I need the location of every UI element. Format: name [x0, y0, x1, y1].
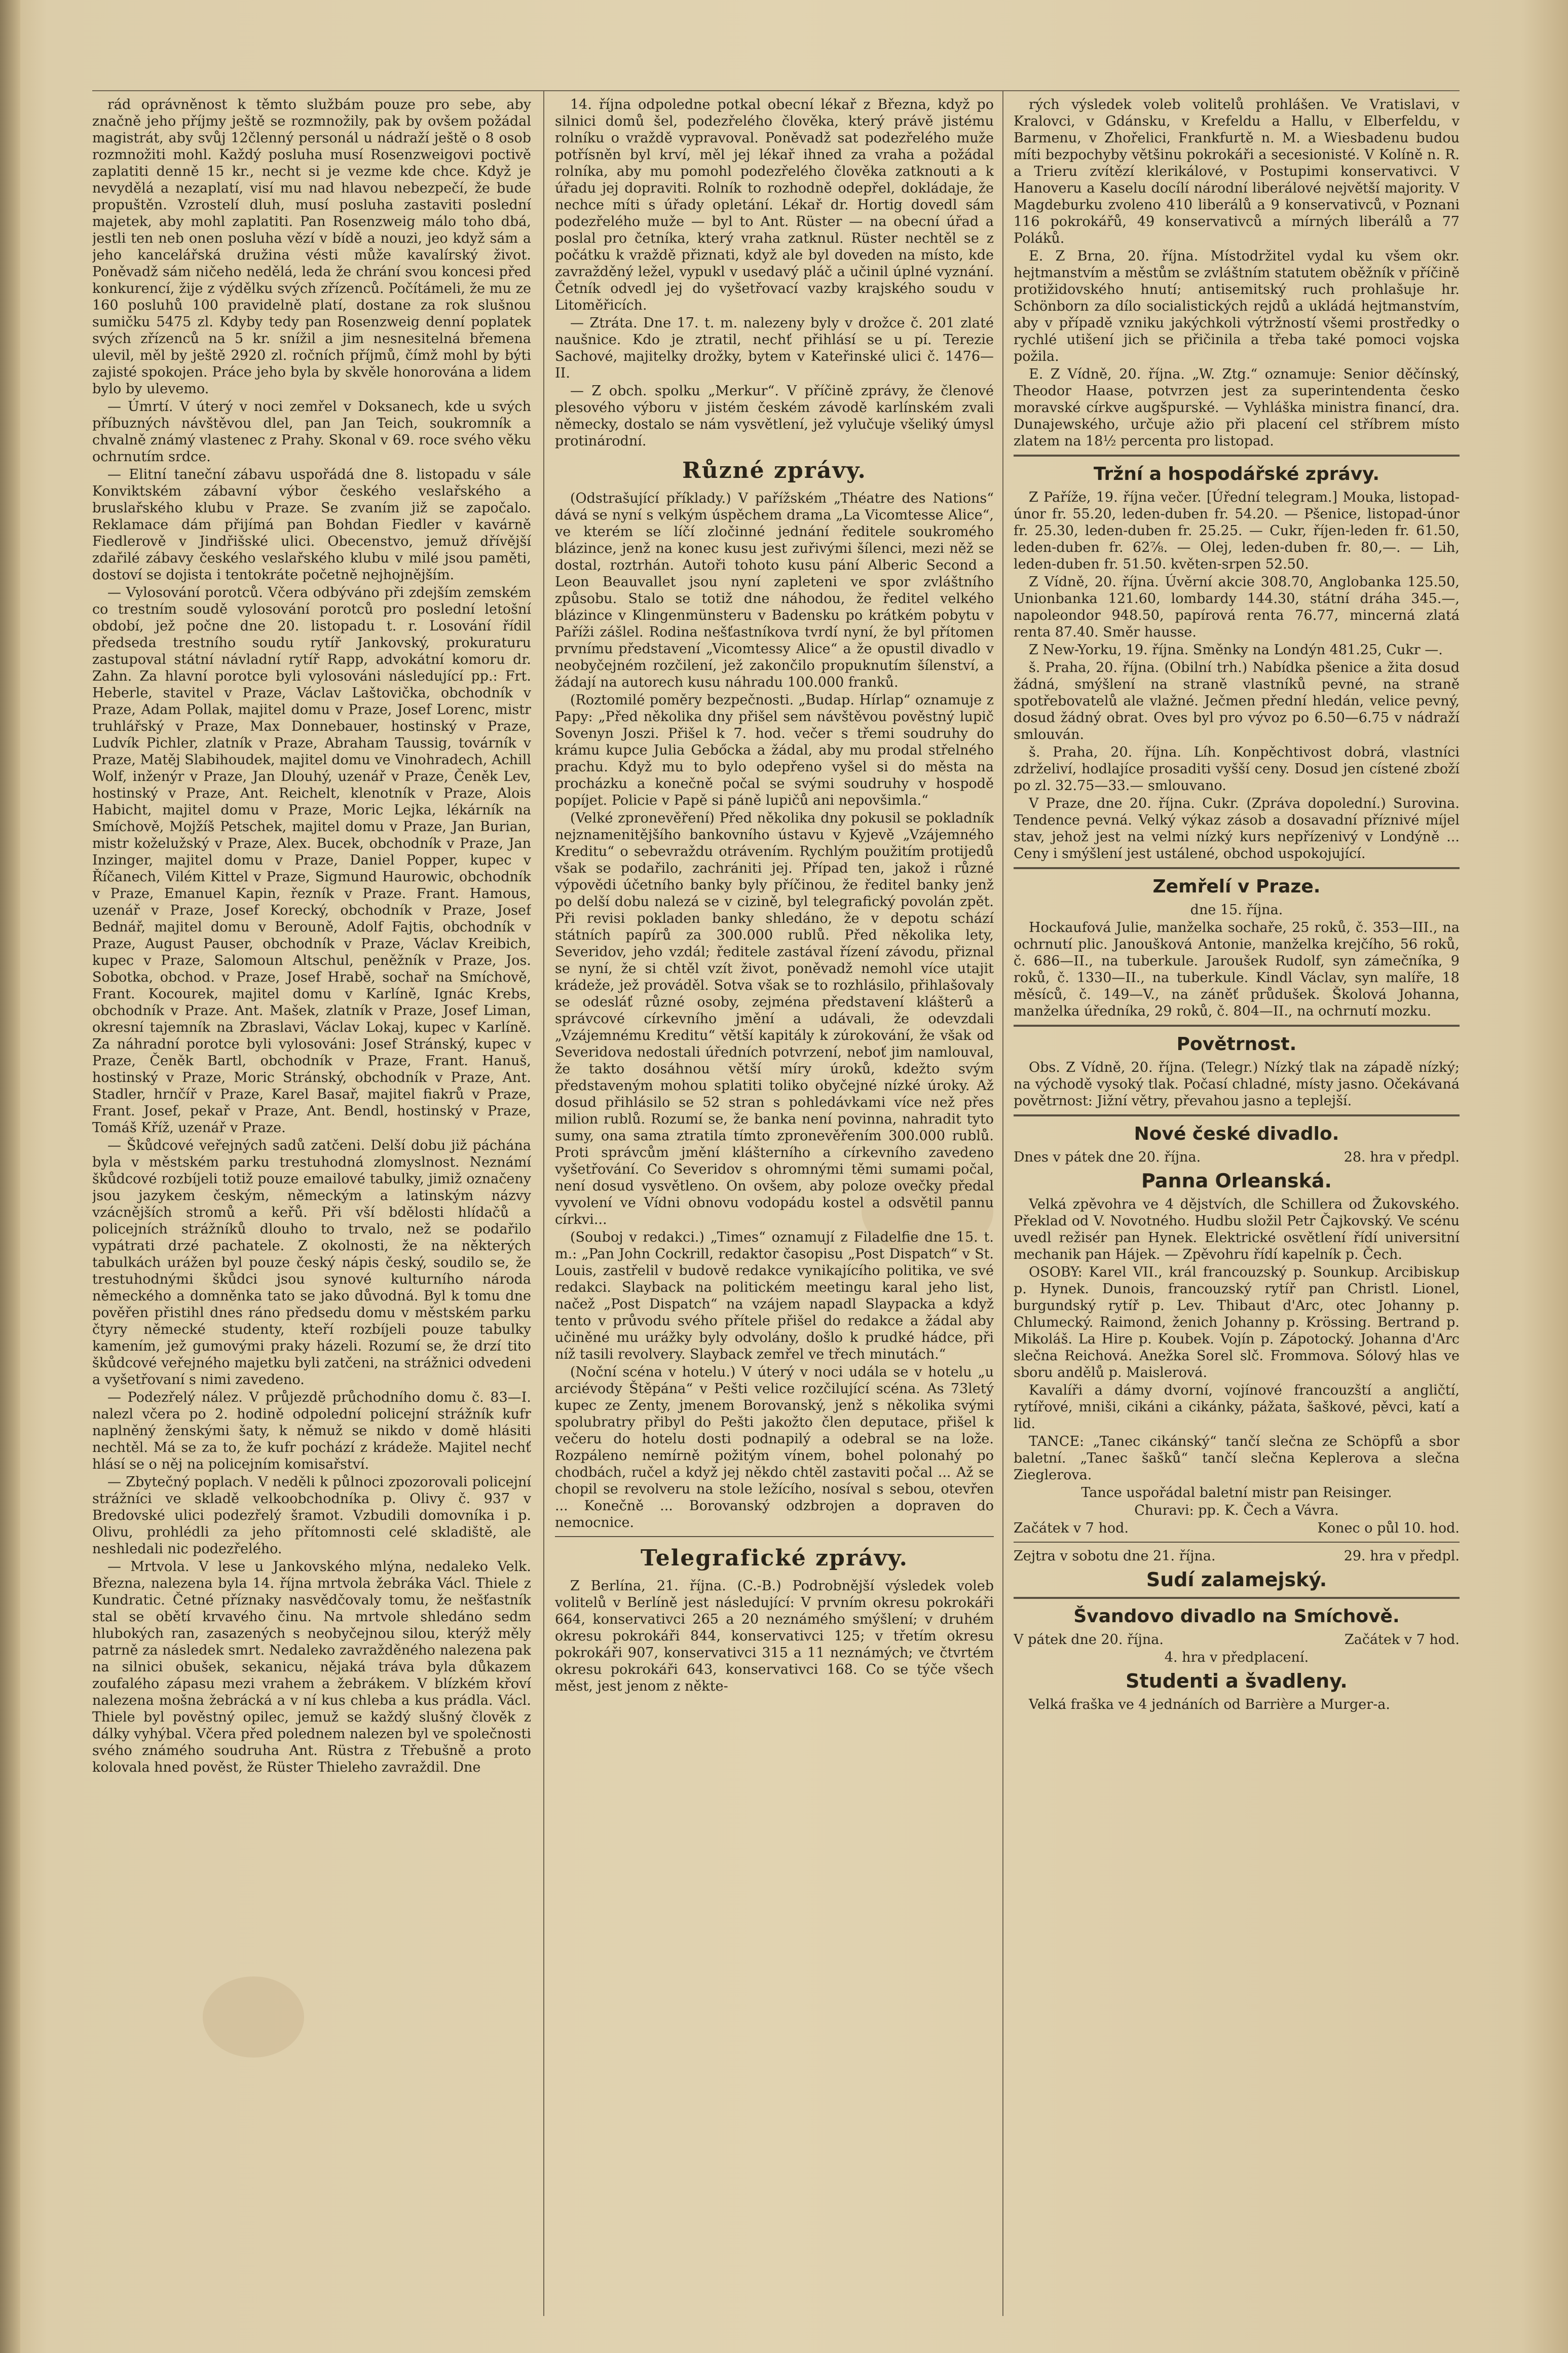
- weather-text: Obs. Z Vídně, 20. října. (Telegr.) Nízký tlak na západě nízký; na východě vysoký tlak. Počasí chladné, místy jasno. Očekávaná povětrnost: Jižní větry, převahou jasno a teplejší.: [1014, 1060, 1460, 1109]
- theatre2-date-row: [1014, 1631, 1460, 1648]
- section-head-ruzne-zpravy: Různé zprávy.: [682, 458, 867, 483]
- section-head-povetrnost: Povětrnost.: [1176, 1034, 1297, 1055]
- article-odstrasujici: (Odstrašující příklady.) V pařížském „Théatre des Nations“ dává se nyní s velkým úspěchem drama „La Vicomtesse Alice“, ve kterém se líčí zločinné jednání ředitele soukromého blázince, jenž na konec kusu jest zuřivými šílenci, mezi něž se dostal, roztrhán. Autoři tohoto kusu pání Alberic Second a Leon Beauvallet jsou nyní zapleteni ve spor zvláštního způsobu. Stalo se totiž dne náhodou, že ředitel velkého blázince v Klingenmünsteru v Badensku po krátkém pobytu v Paříži zášlel. Rodina nešťastníkova tvrdí nyní, že byl přítomen prvnímu představení „Vicomtessy Alice“ a že opustil divadlo v neobyčejném rozčilení, jež zakončilo propuknutím šílenství, a žádají na autorech kusu náhradu 100.000 franků.: [555, 491, 994, 690]
- play-start: Začátek v 7 hod.: [1014, 1520, 1129, 1536]
- deaths-list: Hockaufová Julie, manželka sochaře, 25 roků, č. 353—III., na ochrnutí plic. Janoušková Antonie, manželka krejčího, 56 roků, č. 686—II., na tuberkule. Jaroušek Rudolf, syn zámečníka, 9 roků, č. 1330—II., na tuberkule. Kindl Václav, syn malíře, 18 měsíců, č. 149—V., na záněť průdušek. Školová Johanna, manželka úředníka, 29 roků, č. 804—II., na ochrnutí mozku.: [1014, 920, 1460, 1019]
- divider: [1014, 1597, 1460, 1599]
- article-brno: E. Z Brna, 20. října. Místodržitel vydal ku všem okr. hejtmanstvím a městům se zvláštním statutem oběžník v příčině protižidovského hnutí; antisemitský ruch prohlašuje hr. Schönborn za dílo socialistických rejdů a ukládá hejtmanstvím, aby v případě vzniku jakýchkoli výtržností všemi prostředky o rychlé utišení jich se přičinila a třeba také pomoci vojska požila.: [1014, 248, 1460, 364]
- theatre2-play-title: Studenti a švadleny.: [1126, 1670, 1348, 1692]
- play-title: Panna Orleanská.: [1141, 1170, 1332, 1192]
- article-umrti: — Úmrtí. V úterý v noci zemřel v Doksanech, kde u svých příbuzných návštěvou dlel, pan Jan Teich, soukromník a chvalně známý vlastenec z Prahy. Skonal v 69. roce svého věku ochrnutím srdce.: [92, 399, 531, 465]
- divider: [1014, 1542, 1460, 1543]
- column-1: [92, 96, 531, 2316]
- theatre-date-row: [1014, 1149, 1460, 1166]
- article-berlin: Z Berlína, 21. října. (C.-B.) Podrobnější výsledek voleb volitelů v Berlíně jest následující: V prvním okresu pokrokáři 664, konservativci 265 a 20 neznámého smýšlení; v druhém okresu pokrokáři 844, konservativci 125; v třetím okresu pokrokáři 907, konservativci 315 a 11 neznámých; ve čtvrtém okresu pokrokáři 643, konservativci 168. Co se týče všech měst, jest jenom z někte-: [555, 1578, 994, 1694]
- section-head-trzni: Tržní a hospodářské zprávy.: [1093, 464, 1380, 484]
- article-continued: 14. října odpoledne potkal obecní lékař z Března, když po silnici domů šel, podezřelého člověka, který právě jistému rolníku o vraždě vypravoval. Poněvadž sat podezřelého muže potřísněn byl krví, měl jej lékař ihned za vraha a požádal rolníka, aby mu pomohl podezřelého člověka zatknouti a k úřadu jej dopraviti. Rolník to rozhodně odepřel, dokládaje, že nechce míti s úřady opletání. Lékař dr. Hortig dovedl sám podezřelého muže — byl to Ant. Rüster — na obecní úřad a poslal pro četníka, který vraha zatknul. Rüster nechtěl se z počátku k vraždě přiznati, když ale byl doveden na místo, kde zavražděný ležel, vypukl v usedavý pláč a učinil úplné vyznání. Četník odvedl jej do vyšetřovací vazby krajského soudu v Litoměřicích.: [555, 97, 994, 313]
- theatre-subscription: 28. hra v předpl.: [1343, 1149, 1460, 1165]
- divider: [1014, 1025, 1460, 1027]
- market-cukr: V Praze, dne 20. října. Cukr. (Zpráva dopolední.) Surovina. Tendence pevná. Velký výkaz zásob a dosavadní příznivé míjel stav, jehož jest na velmi nízký kurs nepřízenivý v Londýně ... Ceny i smýšlení jest ustálené, obchod uspokojující.: [1014, 796, 1460, 862]
- article-bezpecnost: (Roztomilé poměry bezpečnosti. „Budap. Hírlap“ oznamuje z Papy: „Před několika dny přišel sem návštěvou pověstný lupič Sovenyn Joszi. Přišel k 7. hod. večer s třemi soudruhy do krámu kupce Julia Gebőcka a žádal, aby mu prodal střelného prachu. Když mu to bylo odepřeno vyšel si do města na procházku a konečně počal se svými soudruhy v hospodě popíjet. Policie v Papě si páně lupičů ani nepovšimla.“: [555, 692, 994, 808]
- play-cast: OSOBY: Karel VII., král francouzský p. Sounkup. Arcibiskup p. Hynek. Dunois, francouzský rytíř pan Christl. Lionel, burgundský rytíř p. Lev. Thibaut d'Arc, otec Johanny p. Chlumecký. Raimond, ženich Johanny p. Krössing. Bertrand p. Mikoláš. La Hire p. Koubek. Vojín p. Zápotocký. Johanna d'Arc slečna Reichová. Anežka Sorel slč. Frommova. Sólový hlas ve sboru andělů p. Maislerová.: [1014, 1264, 1460, 1380]
- section-head-zemreli: Zemřelí v Praze.: [1152, 876, 1321, 897]
- deaths-date: dne 15. října.: [1190, 902, 1283, 918]
- theatre-date: Dnes v pátek dne 20. října.: [1014, 1149, 1201, 1165]
- article-souboj: (Souboj v redakci.) „Times“ oznamují z Filadelfie dne 15. t. m.: „Pan John Cockrill, redaktor časopisu „Post Dispatch“ v St. Louis, zastřelil v budově redakce vynikajícího politika, ve své redakci. Slayback na politickém meetingu karal jeho list, načež „Post Dispatch“ na vzájem napadl Slaypacka a když tento v průvodu svého přítele přišel do redakce a žádal aby učiněné mu urážky byly odvolány, došlo k prudké hádce, při níž tasili revolvery. Slayback zemřel ve třech minutách.“: [555, 1229, 994, 1362]
- top-rule: [92, 90, 1460, 91]
- article-zbytecny-poplach: — Zbytečný poplach. V neděli k půlnoci zpozorovali policejní strážníci ve skladě velkoobchodníka p. Olivy č. 937 v Bredovské ulici podezřelý šramot. Vzbudili domovníka i p. Olivu, prohlédli za jeho přítomnosti celé skladiště, ale neshledali nic podezřelého.: [92, 1474, 531, 1557]
- theatre2-description: Velká fraška ve 4 jednáních od Barrière a Murger-a.: [1029, 1697, 1390, 1712]
- article-mrtvola: — Mrtvola. V lese u Jankovského mlýna, nedaleko Velk. Března, nalezena byla 14. října mrtvola žebráka Václ. Thiele z Kundratic. Četné příznaky nasvědčovaly tomu, že nešťastník stal se obětí krvavého činu. Na mrtvole shledáno sedm hlubokých ran, zasazených s neobyčejnou silou, kterýž měly patrně za následek smrt. Nedaleko zavražděného nalezena pak na silnici obušek, sekanicu, nějaká tráva byla důkazem zoufalého zápasu mezi vrahem a žebrákem. V blízkém křoví nalezena mošna žebrácká a v ní kus chleba a kus prádla. Václ. Thiele byl pověstný opilec, jemuž se každý slušný člověk z dálky vyhýbal. Včera před polednem nalezen byl ve společnosti svého známého soudruha Ant. Rüstra z Třebušně a proto kolovala hned pověst, že Rüster Thieleho zavraždil. Dne: [92, 1559, 531, 1775]
- section-head-nove-ceske-divadlo: Nové české divadlo.: [1134, 1124, 1339, 1144]
- article-volby-continued: rých výsledek voleb volitelů prohlášen. Ve Vratislavi, v Kralovci, v Gdánsku, v Krefeldu a Hallu, v Elberfeldu, v Barmenu, v Zhořelici, Frankfurtě n. M. a Wiesbadenu budou míti bezpochyby většinu pokrokáři a secesionisté. V Kolíně n. R. a Trieru zvítězí klerikálové, v Postupimi konservativci. V Hanoveru a Kaselu docílí národní liberálové největší majority. V Magdeburku zvoleno 410 liberálů a 9 konservativců, v Poznani 116 pokrokářů, 49 konservativců a mírných liberálů a 77 Poláků.: [1014, 97, 1460, 246]
- divider: [1014, 867, 1460, 869]
- divider: [1014, 455, 1460, 457]
- play-dances: TANCE: „Tanec cikánský“ tančí slečna ze Schöpfů a sbor baletní. „Tanec šašků“ tančí slečna Keplerova a slečna Zieglerova.: [1014, 1434, 1460, 1483]
- column-2: [555, 96, 994, 2316]
- column-3: [1014, 96, 1460, 2316]
- market-lih: š. Praha, 20. října. Líh. Konpěchtivost dobrá, vlastníci zdrželiví, hodlajíce prosaditi vyšší ceny. Dosud jen cístené zboží po zl. 32.75—33.— smlouvano.: [1014, 744, 1460, 794]
- article-zpronevereni: (Velké zpronevěření) Před několika dny pokusil se pokladník nejznamenitějšího bankovního ústavu v Kyjevě „Vzájemného Kreditu“ o sebevraždu otrávením. Rychlým použitím protijedů však se podařilo, zachrániti jej. Případ ten, jakož i různé výpovědi účetního banky byly příčinou, že ředitel banky jenž po delší dobu nalezá se v cizině, byl telegrafický povolán zpět. Při revisi pokladen banky shledáno, že v depotu schází státních papírů za 300.000 rublů. Před několika lety, Severidov, jeho vzdál; ředitele zastával řízení závodu, přiznal se nyní, že si chtěl vzít život, poněvadž nemohl více utajit krádeže, jež prováděl. Sotva však se to rozhlásilo, přihlašovaly se odesláť různé osoby, zejména představení klášterů a správcové církevního jmění a udávali, že odevzdali „Vzájemnému Kreditu“ větší kapitály k zúrokování, že však od Severidova nedostali úředních potvrzení, neboť jim namlouval, že takto dosáhnou větší míry úroků, kdežto svým představeným mohou splatiti toliko obyčejné nízké úroky. Až dosud přihlásilo se 52 stran s pohledávkami více než přes milion rublů. Rozumí se, že banka není povinna, nahradit tyto sumy, ona sama ztratila tímto zpronevěřením 300.000 rublů. Proti správcům jmění klášterního a církevního zavedeno vyšetřování. Co Severidov s ohromnými těmi sumami počal, není dosud vysvětleno. On ovšem, aby poloze ovečky předal vyvolení ve Vídni obnovu vodopádu kostel a odsvětil pannu církvi...: [555, 810, 994, 1227]
- column-rule: [543, 91, 544, 2316]
- play-choir: Churavi: pp. K. Čech a Vávra.: [1134, 1503, 1339, 1518]
- play-description: Velká zpěvohra ve 4 dějstvích, dle Schillera od Žukovského. Překlad od V. Novotného. Hudbu složil Petr Čajkovský. Ve scénu uvedl režisér pan Hynek. Elektrické osvětlení řídí universitní mechanik pan Hájek. — Zpěvohru řídí kapelník p. Čech.: [1014, 1197, 1460, 1262]
- article-viden: E. Z Vídně, 20. října. „W. Ztg.“ oznamuje: Senior děčínský, Theodor Haase, potvrzen jest za superintendenta česko moravské církve augšpurské. — Vyhláška ministra financí, dra. Dunajewského, určuje ažio při placení cel stříbrem místo zlatem na 18½ percenta pro listopad.: [1014, 366, 1460, 449]
- article-podezrely-nalez: — Podezřelý nález. V průjezdě průchodního domu č. 83—I. nalezl včera po 2. hodině odpolední policejní strážník kufr naplněný ženskými šaty, k němuž se nikdo v domě hlásiti nechtěl. Má se za to, že kufr pochází z krádeže. Majitel nechť hlásí se o něj na policejním komisařství.: [92, 1390, 531, 1472]
- article-ztrata: — Ztráta. Dne 17. t. m. nalezeny byly v drožce č. 201 zlaté naušnice. Kdo je ztratil, nechť přihlásí se u pí. Terezie Sachové, majitelky drožky, bytem v Kateřinské ulici č. 1476—II.: [555, 315, 994, 381]
- section-head-telegraficke: Telegrafické zprávy.: [641, 1545, 908, 1571]
- tomorrow-date: Zejtra v sobotu dne 21. října.: [1014, 1548, 1216, 1564]
- theatre2-date: V pátek dne 20. října.: [1014, 1632, 1164, 1648]
- play-extras: Kavalíři a dámy dvorní, vojínové francouzští a angličtí, rytířové, mniši, cikáni a cikánky, pážata, šaškové, pěvci, katí a lid.: [1014, 1383, 1460, 1432]
- theatre2-subscription: 4. hra v předplacení.: [1164, 1650, 1309, 1665]
- market-pariz: Z Paříže, 19. října večer. [Úřední telegram.] Mouka, listopad-únor fr. 55.20, leden-duben fr. 54.20. — Pšenice, listopad-únor fr. 25.30, leden-duben fr. 25.25. — Cukr, říjen-leden fr. 61.50, leden-duben fr. 62⅞. — Olej, leden-duben fr. 80,—. — Lih, leden-duben fr. 51.50. květen-srpen 52.50.: [1014, 490, 1460, 572]
- play-end: Konec o půl 10. hod.: [1317, 1520, 1460, 1536]
- section-head-svandovo-divadlo: Švandovo divadlo na Smíchově.: [1073, 1606, 1400, 1627]
- column-rule: [1002, 91, 1003, 2316]
- article-tanecni-zabava: — Elitní taneční zábavu uspořádá dne 8. listopadu v sále Konviktském zábavní výbor českého veslařského a bruslařského klubu v Praze. Se zvaním již se započalo. Reklamace dám přijímá pan Bohdan Fiedler v kavárně Fiedlerově v Jindřišské ulici. Obecenstvo, jemuž dřívější zdařilé zábavy českého veslařského klubu v milé jsou paměti, dostoví se dojista i tentokráte početně nejhojnějším.: [92, 467, 531, 583]
- market-new-york: Z New-Yorku, 19. října. Směnky na Londýn 481.25, Cukr —.: [1029, 642, 1443, 658]
- tomorrow-subscription: 29. hra v předpl.: [1343, 1548, 1460, 1564]
- article-nocni-scena: (Noční scéna v hotelu.) V úterý v noci udála se v hotelu „u arciévody Štěpána“ v Pešti velice rozčilující scéna. As 73letý kupec ze Zenty, jmenem Borovanský, jenž s několika svými spolubratry přibyl do Pešti jakožto člen deputace, přišel k večeru do hotelu dosti podnapilý a odebral se na lože. Rozpáleno nemírně požitým vínem, bohel polonahý po chodbách, ručel a když jej někdo chtěl zastaviti počal ... Až se chopil se revolveru na stole ležícího, nosíval s sebou, otevřen ... Konečně ... Borovanský odzbrojen a dopraven do nemocnice.: [555, 1364, 994, 1530]
- divider: [1014, 1114, 1460, 1116]
- play-ballet: Tance uspořádal baletní mistr pan Reisinger.: [1081, 1485, 1392, 1501]
- divider: [555, 1536, 994, 1537]
- market-obilni-trh: š. Praha, 20. října. (Obilní trh.) Nabídka pšenice a žita dosud žádná, smýšlení na straně vlastníků pevné, na straně spotřebovatelů ale vlažné. Ječmen přední hledán, velice pevný, dosud žádný obrat. Oves byl pro vývoz po 6.50—6.75 v nádraží smlouván.: [1014, 660, 1460, 742]
- article-text: rád oprávněnost k těmto službám pouze pro sebe, aby značně jeho příjmy ještě se rozmnožily, pak by ovšem požádal magistrát, aby svůj 12členný personál u nádraží ještě o 8 osob rozmnožiti mohl. Každý posluha musí Rosenzweigovi poctivě zaplatiti denně 15 kr., necht si je vezme kde chce. Když je nevydělá a nezaplatí, visí mu nad hlavou nebezpečí, že bude propuštěn. Vzrostelí dluh, musí posluha zastaviti poslední majetek, aby mohl zaplatiti. Pan Rosenzweig málo toho dbá, jestli ten neb onen posluha vězí v bídě a nouzi, jeo když sám a jeho kancelářská družina vésti může kavalírský život. Poněvadž sám ničeho nedělá, leda že chrání svou koncesi před konkurencí, žije z výdělku svých zřízenců. Počítámeli, že mu ze 160 posluhů 100 pravidelně platí, dostane za rok slušnou sumičku 5475 zl. Kdyby tedy pan Rosenzweig denní poplatek svých zřízenců na 5 kr. snížil a jim nesnesitelná břemena ulevil, měl by ještě 2920 zl. ročních příjmů, čímž mohl by býti zajisté spokojen. Práce jeho byla by skvěle honorována a lidem bylo by ulevemo.: [92, 97, 531, 397]
- tomorrow-row: [1014, 1548, 1460, 1564]
- theatre2-start: Začátek v 7 hod.: [1345, 1632, 1460, 1648]
- article-skudcove: — Škůdcové veřejných sadů zatčeni. Delší dobu již páchána byla v městském parku trestuhodná zlomyslnost. Neznámí škůdcové rozbíjeli totiž pouze emailové tabulky, jimiž označeny jsou jazykem českým, německým a latinským názvy vzácnějších stromů a keřů. Při vší bdělosti hlídačů a policejních strážníků dlouho to trvalo, než se podařilo vypátrati drzé pachatele. Z okolnosti, že na některých tabulkách urážen byl pouze český nápis český, soudilo se, že trestuhodnými škůdci jsou synové kulturního národa německého a domněnka tato se jako důvodná. Byl k tomu dne pověřen přistihl dnes ráno předsedu domu v městském parku čtyry německé studenty, kteří rozbíjeli pouze tabulky kamením, jež gumovými praky házeli. Rozumí se, že drzí tito škůdcové veřejného majetku byli zatčeni, na strážnici odvedeni a vyšetřovaní s nimi zavedeno.: [92, 1138, 531, 1388]
- play-times-row: [1014, 1520, 1460, 1537]
- article-vylosovani-porotcu: — Vylosování porotců. Včera odbýváno při zdejším zemském co trestním soudě vylosování porotců pro poslední letošní období, jež počne dne 20. listopadu t. r. Losování řídil předseda trestního soudu rytíř Jankovský, prokuraturu zastupoval státní návladní rytíř Rapp, advokátní komoru dr. Zahn. Za hlavní porotce byli vylosováni následující pp.: Frt. Heberle, stavitel v Praze, Václav Laštovička, obchodník v Praze, Adam Pollak, majitel domu v Praze, Josef Lorenc, mistr truhlářský v Praze, Max Donnebauer, hostinský v Praze, Ludvík Pichler, zlatník v Praze, Abraham Taussig, továrník v Praze, Matěj Slabihoudek, majitel domu ve Vinohradech, Achill Wolf, inženýr v Praze, Jan Dlouhý, uzenář v Praze, Čeněk Lev, hostinský v Praze, Ant. Reichelt, klenotník v Praze, Alois Habicht, majitel domu v Praze, Moric Lejka, lékárník na Smíchově, Mojžíš Petschek, majitel domu v Praze, Jan Burian, mistr koželužský v Praze, Alex. Bucek, obchodník v Praze, Jan Inzinger, majitel domu v Praze, Daniel Popper, kupec v Říčanech, Vilém Kittel v Praze, Sigmund Haurowic, obchodník v Praze, Emanuel Kapin, řezník v Praze. Frant. Hamous, uzenář v Praze, Josef Korecký, obchodník v Praze, Josef Bednář, majitel domu v Berouně, Adolf Fajtis, obchodník v Praze, August Pauser, obchodník v Praze, Václav Kreibich, kupec v Praze, Salomoun Altschul, peněžník v Praze, Jos. Sobotka, obchod. v Praze, Josef Hrabě, sochař na Smíchově, Frant. Kocourek, majitel domu v Karlíně, Ignác Krebs, obchodník v Praze. Ant. Mašek, zlatník v Praze, Josef Liman, okresní tajemník na Zbraslavi, Václav Lokaj, kupec v Karlíně. Za náhradní porotce byli vylosováni: Josef Stránský, kupec v Praze, Čeněk Bartl, obchodník v Praze, Frant. Hanuš, hostinský v Praze, Moric Stránský, obchodník v Praze, Ant. Stadler, hrnčíř v Praze, Karel Basař, majitel fiakrů v Praze, Frant. Josef, pekař v Praze, Ant. Bendl, hostinský v Praze, Tomáš Kříž, uzenář v Praze.: [92, 585, 531, 1136]
- article-merkur: — Z obch. spolku „Merkur“. V příčině zprávy, že členové plesového výboru v jistém českém závodě karlínském zvali německy, dostalo se nám vysvětlení, jež vylučuje všeliký úmysl protinárodní.: [555, 383, 994, 449]
- tomorrow-play-title: Sudí zalamejský.: [1146, 1568, 1327, 1591]
- binding-edge: [0, 0, 20, 2353]
- market-viden: Z Vídně, 20. října. Úvěrní akcie 308.70, Anglobanka 125.50, Unionbanka 121.60, lombardy 144.30, státní dráha 345.—, napoleondor 948.50, papírová renta 76.77, mincerná zlatá renta 87.40. Směr hausse.: [1014, 574, 1460, 640]
